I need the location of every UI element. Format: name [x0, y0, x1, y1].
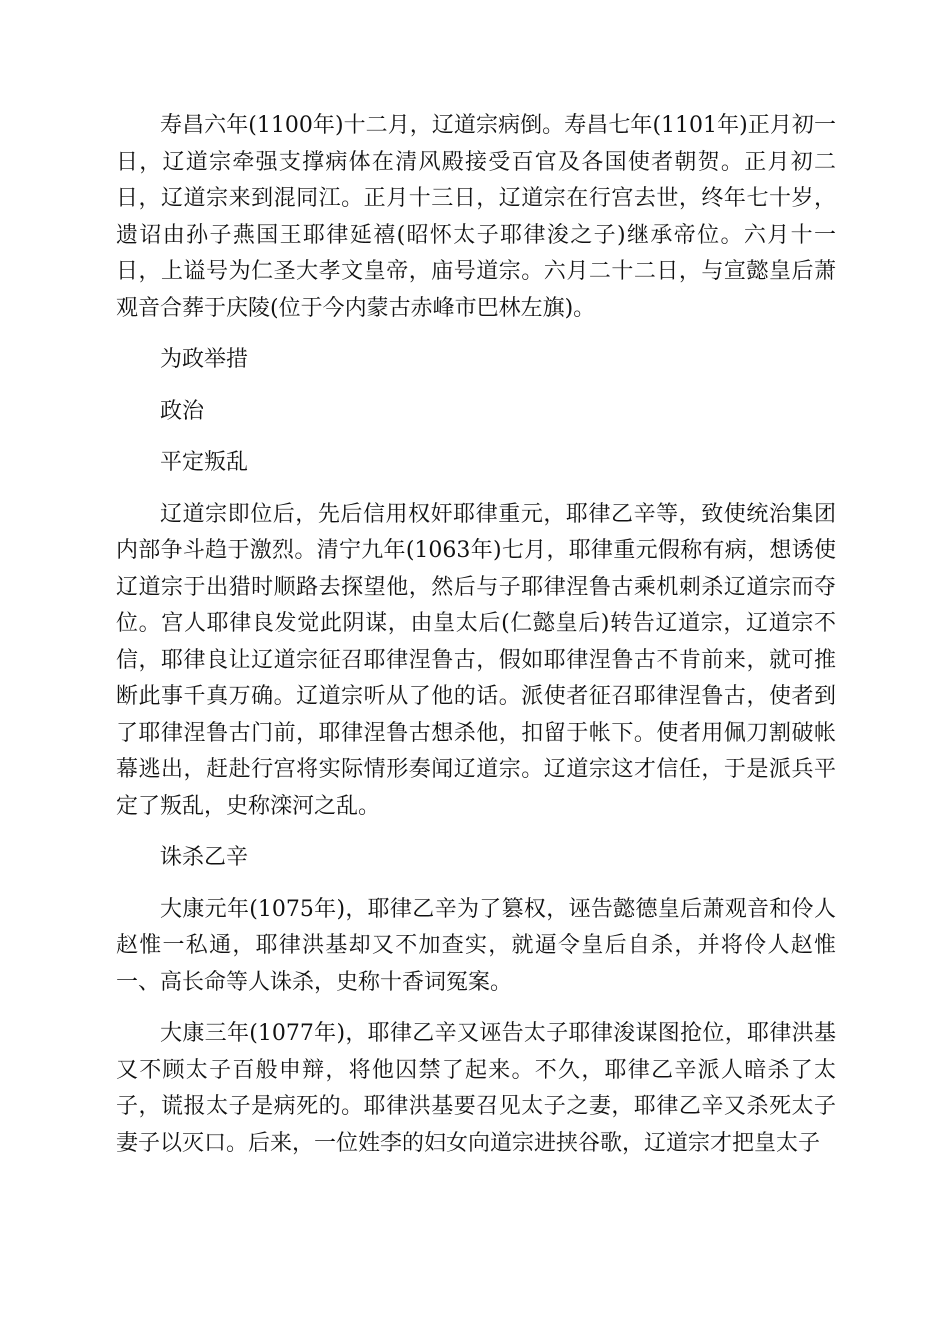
- paragraph-crown-prince: 大康三年(1077年)，耶律乙辛又诬告太子耶律浚谋图抢位，耶律洪基又不顾太子百般申辩，将他囚禁了起来。不久，耶律乙辛派人暗杀了太子，谎报太子是病死的。耶律洪基要召见太子之妻，耶律乙辛又杀死太子妻子以灭口。后来，一位姓李的妇女向道宗进挟谷歌，辽道宗才把皇太子: [116, 1021, 836, 1156]
- heading-politics: 政治: [160, 398, 205, 424]
- paragraph-luanhe-rebellion: 辽道宗即位后，先后信用权奸耶律重元，耶律乙辛等，致使统治集团内部争斗趋于激烈。清宁九年(1063年)七月，耶律重元假称有病，想诱使辽道宗于出猎时顺路去探望他，然后与子耶律涅鲁古乘机刺杀辽道宗而夺位。宫人耶律良发觉此阴谋，由皇太后(仁懿皇后)转告辽道宗，辽道宗不信，耶律良让辽道宗征召耶律涅鲁古，假如耶律涅鲁古不肯前来，就可推断此事千真万确。辽道宗听从了他的话。派使者征召耶律涅鲁古，使者到了耶律涅鲁古门前，耶律涅鲁古想杀他，扣留于帐下。使者用佩刀割破帐幕逃出，赶赴行宫将实际情形奏闻辽道宗。辽道宗这才信任，于是派兵平定了叛乱，史称滦河之乱。: [116, 501, 836, 819]
- paragraph-shixiangci-case: 大康元年(1075年)，耶律乙辛为了篡权，诬告懿德皇后萧观音和伶人赵惟一私通，耶律洪基却又不加查实，就逼令皇后自杀，并将伶人赵惟一、高长命等人诛杀，史称十香词冤案。: [116, 896, 836, 995]
- heading-suppress-rebellion: 平定叛乱: [160, 450, 249, 475]
- heading-policy-measures: 为政举措: [160, 347, 249, 372]
- document-page: [116, 108, 836, 1177]
- heading-execute-yixin: 诛杀乙辛: [160, 845, 249, 870]
- paragraph-daozong-death: 寿昌六年(1100年)十二月，辽道宗病倒。寿昌七年(1101年)正月初一日，辽道宗牵强支撑病体在清风殿接受百官及各国使者朝贺。正月初二日，辽道宗来到混同江。正月十三日，辽道宗在行宫去世，终年七十岁，遗诏由孙子燕国王耶律延禧(昭怀太子耶律浚之子)继承帝位。六月十一日，上谥号为仁圣大孝文皇帝，庙号道宗。六月二十二日，与宣懿皇后萧观音合葬于庆陵(位于今内蒙古赤峰市巴林左旗)。: [116, 113, 836, 321]
